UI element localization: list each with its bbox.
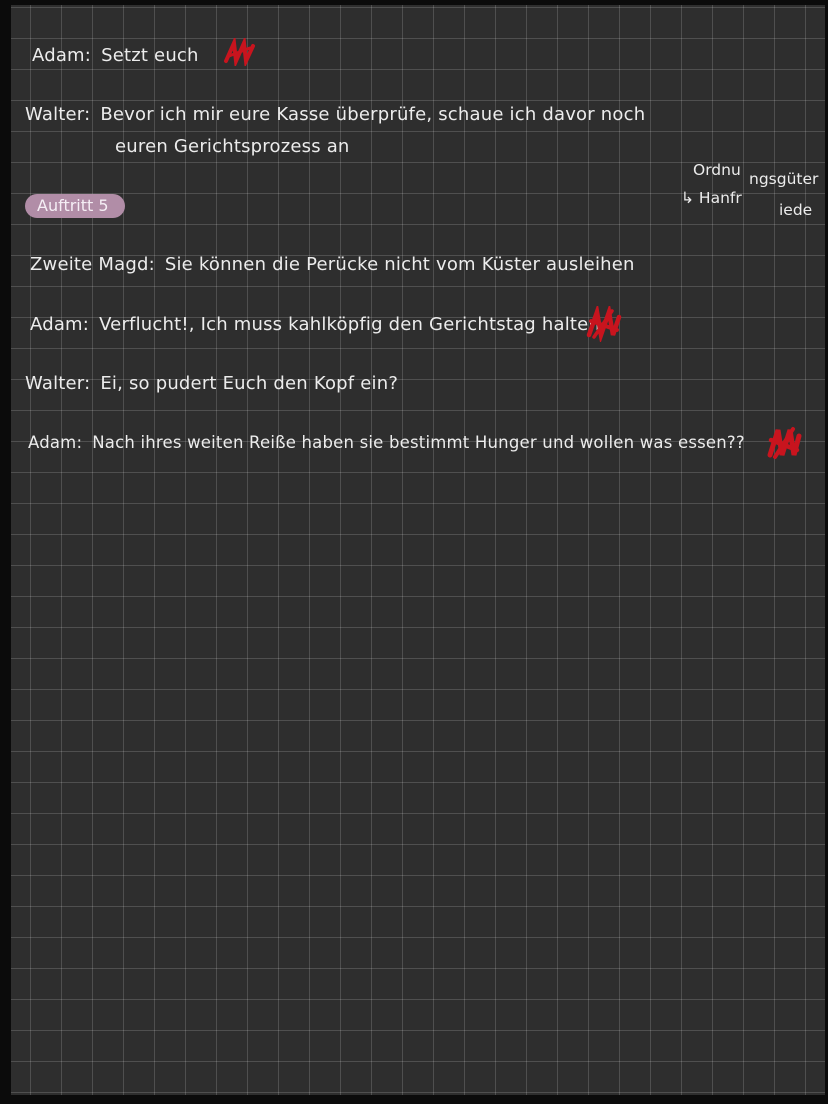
margin-note [679,161,828,231]
dialogue-line [32,45,199,66]
dialogue-text: Ei, so pudert Euch den Kopf ein? [100,373,399,394]
margin-note-part: ↳ Hanfr [681,189,742,207]
notes-paper-grid [11,5,825,1095]
speaker-name: Adam: [28,433,83,452]
speaker-name: Adam: [32,45,92,66]
red-scribble-mark [222,38,258,66]
dialogue-line [25,373,398,394]
dialogue-line [25,104,645,125]
margin-note-part: iede [779,201,813,219]
red-scribble-mark [764,424,804,462]
red-scribble-mark [584,306,624,342]
dialogue-text: Verflucht!, Ich muss kahlköpfig den Gerichtstag halten [99,314,601,335]
speaker-name: Walter: [25,104,91,125]
dialogue-text: Sie können die Perücke nicht vom Küster ausleihen [164,254,635,275]
dialogue-text: Setzt euch [101,45,199,66]
margin-note-part: Ordnu [693,161,741,179]
speaker-name: Adam: [30,314,90,335]
dialogue-text: Nach ihres weiten Reiße haben sie bestimmt Hunger und wollen was essen?? [92,433,745,452]
dialogue-text: Bevor ich mir eure Kasse überprüfe, schaue ich davor noch [100,104,646,125]
speaker-name: Walter: [25,373,91,394]
dialogue-text-continued: euren Gerichtsprozess an [115,136,350,157]
dialogue-line [30,314,600,335]
section-highlight-pill: Auftritt 5 [25,194,125,218]
dialogue-line [30,254,635,275]
speaker-name: Zweite Magd: [30,254,155,275]
dialogue-line [28,433,745,452]
margin-note-part: ngsgüter [749,170,819,188]
